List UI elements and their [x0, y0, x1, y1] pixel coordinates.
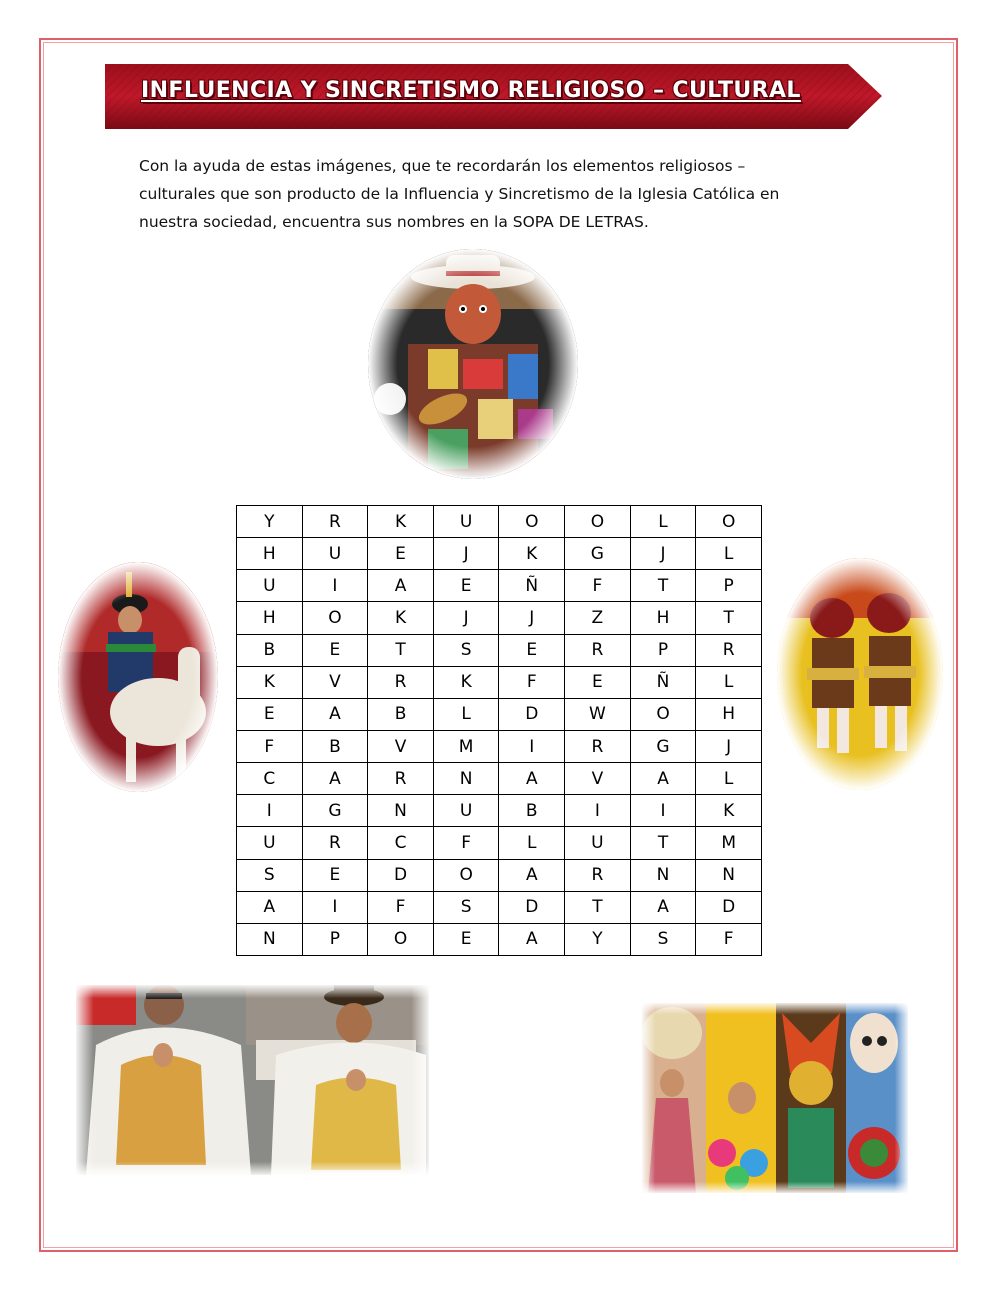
grid-letter-cell: O — [368, 923, 434, 955]
grid-letter-cell: A — [630, 891, 696, 923]
grid-letter-cell: S — [433, 891, 499, 923]
grid-letter-cell: U — [302, 538, 368, 570]
title-banner — [105, 64, 882, 129]
grid-letter-cell: J — [630, 538, 696, 570]
grid-letter-cell: M — [433, 730, 499, 762]
grid-letter-cell: I — [499, 730, 565, 762]
grid-letter-cell: L — [696, 666, 762, 698]
grid-letter-cell: E — [499, 634, 565, 666]
grid-letter-cell: T — [630, 827, 696, 859]
grid-letter-cell: D — [696, 891, 762, 923]
grid-letter-cell: H — [237, 538, 303, 570]
grid-letter-cell: K — [499, 538, 565, 570]
grid-letter-cell: G — [565, 538, 631, 570]
instructions-line: Con la ayuda de estas imágenes, que te recordarán los elementos religiosos – — [139, 157, 746, 175]
grid-letter-cell: H — [630, 602, 696, 634]
grid-letter-cell: V — [302, 666, 368, 698]
grid-letter-cell: W — [565, 698, 631, 730]
grid-letter-cell: E — [302, 859, 368, 891]
grid-letter-cell: N — [630, 859, 696, 891]
grid-row — [237, 634, 762, 666]
grid-row — [237, 730, 762, 762]
grid-letter-cell: I — [237, 795, 303, 827]
grid-letter-cell: J — [499, 602, 565, 634]
grid-letter-cell: A — [302, 763, 368, 795]
grid-letter-cell: V — [565, 763, 631, 795]
grid-letter-cell: O — [433, 859, 499, 891]
grid-letter-cell: V — [368, 730, 434, 762]
instructions-line: culturales que son producto de la Influencia y Sincretismo de la Iglesia Católica en — [139, 185, 780, 203]
grid-letter-cell: H — [237, 602, 303, 634]
grid-letter-cell: T — [368, 634, 434, 666]
grid-letter-cell: O — [302, 602, 368, 634]
grid-letter-cell: E — [368, 538, 434, 570]
grid-letter-cell: E — [237, 698, 303, 730]
grid-letter-cell: R — [302, 506, 368, 538]
grid-letter-cell: A — [368, 570, 434, 602]
grid-letter-cell: K — [237, 666, 303, 698]
grid-row — [237, 698, 762, 730]
diablada-dancers-photo — [777, 558, 943, 790]
grid-letter-cell: E — [565, 666, 631, 698]
grid-letter-cell: Y — [565, 923, 631, 955]
grid-letter-cell: R — [368, 666, 434, 698]
grid-letter-cell: J — [433, 602, 499, 634]
grid-letter-cell: K — [368, 602, 434, 634]
grid-letter-cell: J — [696, 730, 762, 762]
santiago-horseman-photo — [58, 562, 218, 792]
grid-letter-cell: R — [302, 827, 368, 859]
grid-letter-cell: O — [499, 506, 565, 538]
grid-letter-cell: C — [368, 827, 434, 859]
religious-procession-photo — [76, 985, 429, 1175]
grid-letter-cell: F — [696, 923, 762, 955]
instructions — [139, 152, 859, 236]
grid-letter-cell: Z — [565, 602, 631, 634]
grid-letter-cell: B — [368, 698, 434, 730]
grid-letter-cell: D — [499, 698, 565, 730]
grid-letter-cell: U — [433, 506, 499, 538]
grid-letter-cell: T — [696, 602, 762, 634]
grid-letter-cell: K — [433, 666, 499, 698]
grid-row — [237, 763, 762, 795]
grid-letter-cell: Ñ — [630, 666, 696, 698]
grid-row — [237, 891, 762, 923]
grid-letter-cell: F — [499, 666, 565, 698]
grid-letter-cell: J — [433, 538, 499, 570]
grid-letter-cell: R — [696, 634, 762, 666]
grid-letter-cell: B — [302, 730, 368, 762]
grid-letter-cell: U — [565, 827, 631, 859]
grid-letter-cell: A — [302, 698, 368, 730]
grid-letter-cell: R — [565, 730, 631, 762]
grid-letter-cell: U — [433, 795, 499, 827]
grid-letter-cell: F — [433, 827, 499, 859]
grid-row — [237, 538, 762, 570]
grid-letter-cell: R — [565, 859, 631, 891]
grid-letter-cell: N — [237, 923, 303, 955]
page-title: INFLUENCIA Y SINCRETISMO RELIGIOSO – CULTURAL — [141, 78, 801, 103]
grid-letter-cell: O — [696, 506, 762, 538]
grid-letter-cell: L — [433, 698, 499, 730]
grid-letter-cell: I — [302, 570, 368, 602]
grid-letter-cell: R — [368, 763, 434, 795]
grid-letter-cell: P — [302, 923, 368, 955]
grid-letter-cell: N — [696, 859, 762, 891]
grid-letter-cell: L — [499, 827, 565, 859]
grid-letter-cell: F — [368, 891, 434, 923]
grid-letter-cell: S — [237, 859, 303, 891]
carnival-collage-photo — [642, 1003, 908, 1193]
grid-letter-cell: I — [565, 795, 631, 827]
grid-letter-cell: U — [237, 827, 303, 859]
grid-row — [237, 795, 762, 827]
grid-letter-cell: K — [696, 795, 762, 827]
grid-letter-cell: A — [237, 891, 303, 923]
grid-letter-cell: D — [499, 891, 565, 923]
grid-letter-cell: G — [630, 730, 696, 762]
instructions-line: nuestra sociedad, encuentra sus nombres en la SOPA DE LETRAS. — [139, 213, 649, 231]
grid-letter-cell: M — [696, 827, 762, 859]
grid-letter-cell: T — [565, 891, 631, 923]
grid-row — [237, 859, 762, 891]
grid-letter-cell: B — [237, 634, 303, 666]
grid-letter-cell: O — [630, 698, 696, 730]
grid-letter-cell: I — [302, 891, 368, 923]
grid-letter-cell: C — [237, 763, 303, 795]
grid-letter-cell: D — [368, 859, 434, 891]
grid-letter-cell: F — [237, 730, 303, 762]
grid-row — [237, 506, 762, 538]
grid-letter-cell: P — [696, 570, 762, 602]
grid-letter-cell: S — [630, 923, 696, 955]
grid-row — [237, 666, 762, 698]
grid-letter-cell: L — [630, 506, 696, 538]
grid-letter-cell: O — [565, 506, 631, 538]
grid-letter-cell: N — [368, 795, 434, 827]
grid-letter-cell: A — [499, 923, 565, 955]
grid-letter-cell: A — [499, 763, 565, 795]
grid-row — [237, 923, 762, 955]
grid-letter-cell: G — [302, 795, 368, 827]
grid-row — [237, 602, 762, 634]
word-search-grid — [236, 505, 762, 956]
grid-letter-cell: E — [433, 923, 499, 955]
grid-letter-cell: Ñ — [499, 570, 565, 602]
grid-letter-cell: S — [433, 634, 499, 666]
ekeko-photo — [368, 249, 578, 479]
grid-letter-cell: L — [696, 763, 762, 795]
grid-letter-cell: E — [433, 570, 499, 602]
grid-letter-cell: R — [565, 634, 631, 666]
grid-letter-cell: A — [630, 763, 696, 795]
grid-row — [237, 570, 762, 602]
grid-letter-cell: F — [565, 570, 631, 602]
grid-letter-cell: I — [630, 795, 696, 827]
grid-letter-cell: U — [237, 570, 303, 602]
grid-letter-cell: L — [696, 538, 762, 570]
grid-letter-cell: T — [630, 570, 696, 602]
grid-letter-cell: K — [368, 506, 434, 538]
grid-letter-cell: P — [630, 634, 696, 666]
grid-letter-cell: A — [499, 859, 565, 891]
grid-letter-cell: H — [696, 698, 762, 730]
grid-letter-cell: Y — [237, 506, 303, 538]
grid-letter-cell: N — [433, 763, 499, 795]
grid-letter-cell: E — [302, 634, 368, 666]
grid-row — [237, 827, 762, 859]
grid-letter-cell: B — [499, 795, 565, 827]
